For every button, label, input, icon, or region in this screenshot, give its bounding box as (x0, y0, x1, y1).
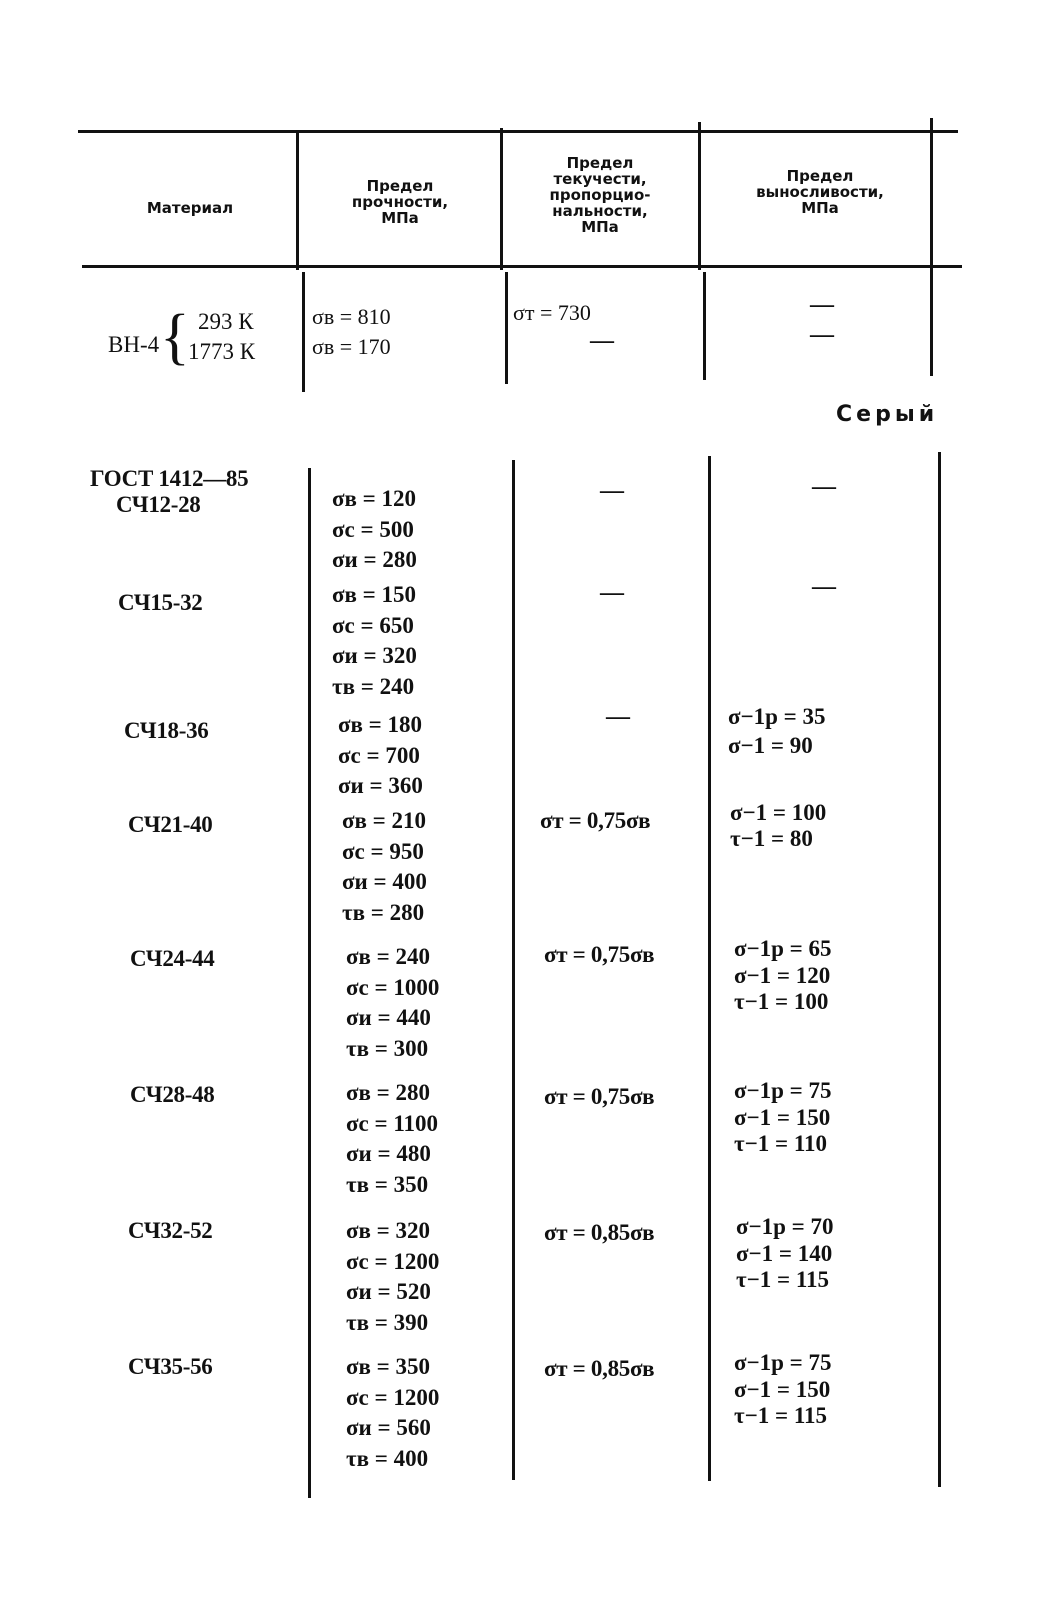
strength-sch28-48: σв = 280 σс = 1100 σи = 480 τв = 350 (346, 1080, 439, 1197)
vn4-col-divider-3 (703, 272, 706, 380)
vn4-col-divider-1 (302, 272, 305, 392)
yield-sch35-56: σт = 0,85σв (544, 1356, 655, 1381)
strength-sch15-32: σв = 150 σс = 650 σи = 320 τв = 240 (332, 582, 417, 699)
header-yield: Предел текучести, пропорцио- нальности, МПа (549, 154, 651, 236)
endurance-sch21-40: σ−1 = 100 τ−1 = 80 (730, 800, 827, 851)
strength-sch35-56: σв = 350 σс = 1200 σи = 560 τв = 400 (346, 1354, 440, 1471)
material-sch12-28: СЧ12-28 (116, 492, 201, 517)
vn4-yield-value: σт = 730 (513, 300, 591, 325)
header-bottom-rule (82, 265, 962, 268)
endurance-sch28-48: σ−1р = 75 σ−1 = 150 τ−1 = 110 (734, 1078, 832, 1156)
material-sch24-44: СЧ24-44 (130, 946, 215, 971)
yield-sch32-52: σт = 0,85σв (544, 1220, 655, 1245)
gray-col-divider-4 (938, 452, 941, 1487)
header-endurance: Предел выносливости, МПа (756, 167, 884, 217)
yield-sch21-40: σт = 0,75σв (540, 808, 651, 833)
header-material: Материал (146, 199, 234, 217)
vn4-endurance-dash-2: — (810, 322, 834, 348)
endurance-sch18-36: σ−1р = 35 σ−1 = 90 (728, 704, 826, 758)
strength-sch24-44: σв = 240 σс = 1000 σи = 440 τв = 300 (346, 944, 440, 1061)
endurance-sch15-32: — (812, 574, 836, 600)
material-sch18-36: СЧ18-36 (124, 718, 209, 743)
header-col-divider-3 (698, 122, 701, 270)
gray-col-divider-1 (308, 468, 311, 1498)
strength-sch18-36: σв = 180 σс = 700 σи = 360 (338, 712, 423, 798)
material-sch32-52: СЧ32-52 (128, 1218, 213, 1243)
vn4-strength-cell: σв = 810 σв = 170 (312, 304, 391, 359)
yield-sch18-36: — (606, 704, 630, 730)
endurance-sch12-28: — (812, 474, 836, 500)
endurance-sch35-56: σ−1р = 75 σ−1 = 150 τ−1 = 115 (734, 1350, 832, 1428)
header-col-divider-1 (296, 132, 299, 270)
vn4-material: ВН-4 (108, 332, 160, 357)
material-sch35-56: СЧ35-56 (128, 1354, 213, 1379)
endurance-sch32-52: σ−1р = 70 σ−1 = 140 τ−1 = 115 (736, 1214, 834, 1292)
table-top-rule (78, 130, 958, 133)
yield-sch28-48: σт = 0,75σв (544, 1084, 655, 1109)
vn4-col-divider-2 (505, 272, 508, 384)
strength-sch12-28: σв = 120 σс = 500 σи = 280 (332, 486, 417, 572)
vn4-temp-293: 293 К (198, 309, 254, 334)
material-sch28-48: СЧ28-48 (130, 1082, 215, 1107)
material-gost-1412: ГОСТ 1412—85 (90, 466, 249, 491)
vn4-col-divider-4 (930, 268, 933, 376)
endurance-sch24-44: σ−1р = 65 σ−1 = 120 τ−1 = 100 (734, 936, 832, 1014)
yield-sch24-44: σт = 0,75σв (544, 942, 655, 967)
vn4-endurance-dash-1: — (810, 292, 834, 318)
yield-sch12-28: — (600, 478, 624, 504)
header-strength: Предел прочности, МПа (351, 177, 449, 227)
strength-sch21-40: σв = 210 σс = 950 σи = 400 τв = 280 (342, 808, 427, 925)
strength-sch32-52: σв = 320 σс = 1200 σи = 520 τв = 390 (346, 1218, 440, 1335)
material-sch21-40: СЧ21-40 (128, 812, 213, 837)
material-sch15-32: СЧ15-32 (118, 590, 203, 615)
gray-col-divider-3 (708, 456, 711, 1481)
header-col-divider-4 (930, 118, 933, 270)
vn4-temp-1773: 1773 К (188, 339, 256, 364)
gray-col-divider-2 (512, 460, 515, 1480)
yield-sch15-32: — (600, 580, 624, 606)
header-col-divider-2 (500, 128, 503, 270)
vn4-yield-dash: — (590, 328, 614, 354)
section-title-gray: Серый (836, 402, 939, 427)
vn4-brace: { (160, 303, 190, 371)
